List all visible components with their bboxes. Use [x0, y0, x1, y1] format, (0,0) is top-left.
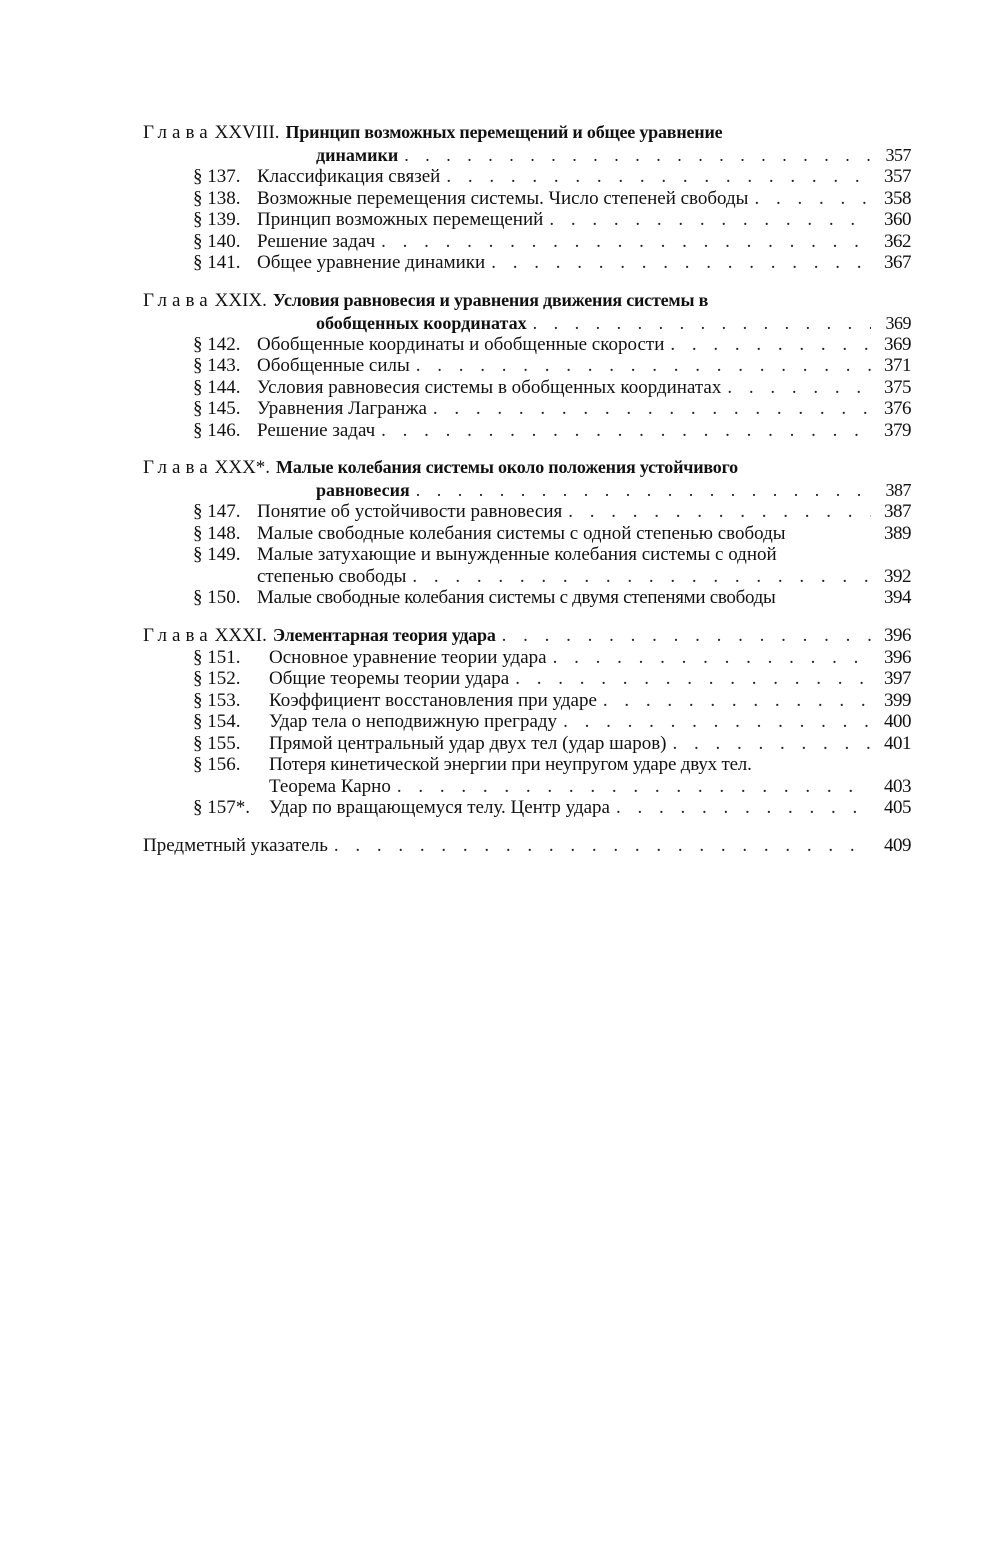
chapter-label: Глава	[143, 457, 213, 478]
subject-index-entry	[143, 834, 911, 857]
dot-leader	[616, 797, 871, 819]
section-entry	[143, 188, 911, 210]
section-entry	[143, 420, 911, 442]
chapter-page: 387	[885, 480, 911, 500]
section-entry	[143, 398, 911, 420]
dot-leader	[670, 334, 871, 356]
section-page: 375	[884, 376, 911, 398]
chapter-29	[143, 289, 911, 442]
chapter-page: 369	[885, 312, 911, 333]
section-title: Возможные перемещения системы. Число степеней свободы	[257, 187, 749, 209]
section-number: § 142.	[193, 333, 241, 355]
section-number: § 150.	[193, 587, 241, 608]
section-title: Условия равновесия системы в обобщенных координатах	[257, 376, 722, 398]
dot-leader	[404, 144, 871, 166]
section-page: 405	[884, 797, 911, 818]
chapter-label: Глава	[143, 122, 213, 143]
dot-leader	[446, 166, 871, 188]
table-of-contents	[143, 121, 911, 857]
dot-leader	[416, 355, 871, 377]
section-entry	[143, 587, 911, 609]
chapter-title-continued: обобщенных координатах	[316, 312, 527, 333]
chapter-number: XXVIII.	[214, 122, 280, 143]
dot-leader	[727, 377, 871, 399]
section-page: 401	[884, 732, 911, 754]
chapter-page: 357	[885, 145, 911, 165]
section-number: § 149.	[193, 544, 241, 565]
section-title: Потеря кинетической энергии при неупругом ударе двух тел.	[269, 754, 752, 775]
section-page: 392	[884, 565, 911, 587]
section-entry	[143, 711, 911, 733]
section-page: 394	[884, 587, 911, 608]
section-title: Основное уравнение теории удара	[269, 646, 547, 668]
dot-leader	[334, 834, 871, 857]
section-title: Общее уравнение динамики	[257, 252, 486, 273]
chapter-title-continued: равновесия	[316, 480, 410, 500]
section-number: § 143.	[193, 355, 241, 376]
section-entry	[143, 501, 911, 523]
chapter-title: Принцип возможных перемещений и общее уравнение	[285, 122, 723, 142]
section-page: 376	[884, 398, 911, 419]
section-number: § 157*.	[193, 797, 250, 818]
dot-leader	[533, 312, 871, 334]
dot-leader	[412, 566, 871, 588]
section-title: Классификация связей	[257, 166, 441, 187]
section-entry-continued	[143, 566, 911, 588]
section-number: § 151.	[193, 646, 241, 668]
dot-leader	[673, 733, 871, 755]
section-title: Малые свободные колебания системы с одной степенью свободы	[257, 522, 786, 544]
section-entry	[143, 355, 911, 377]
section-number: § 156.	[193, 754, 241, 775]
section-title: Понятие об устойчивости равновесия	[257, 501, 563, 522]
section-entry	[143, 166, 911, 188]
dot-leader	[381, 420, 871, 442]
dot-leader	[502, 624, 871, 647]
section-title: Обобщенные силы	[257, 355, 410, 376]
chapter-number: XXIX.	[214, 289, 267, 311]
section-entry	[143, 754, 911, 776]
chapter-30	[143, 456, 911, 609]
section-page: 369	[884, 333, 911, 355]
section-entry	[143, 544, 911, 566]
section-title: Малые затухающие и вынужденные колебания системы с одной	[257, 544, 777, 565]
section-number: § 139.	[193, 209, 241, 230]
section-page: 360	[884, 209, 911, 230]
chapter-28	[143, 121, 911, 274]
section-entry	[143, 377, 911, 399]
dot-leader	[433, 398, 871, 420]
section-page: 371	[884, 355, 911, 376]
section-page: 357	[884, 166, 911, 187]
section-entry	[143, 523, 911, 545]
section-page: 403	[884, 775, 911, 797]
section-number: § 153.	[193, 689, 241, 711]
section-title: Коэффициент восстановления при ударе	[269, 689, 597, 711]
section-entry	[143, 209, 911, 231]
section-number: § 148.	[193, 522, 241, 544]
dot-leader	[563, 711, 871, 733]
section-title: Удар по вращающемуся телу. Центр удара	[269, 797, 610, 818]
section-number: § 138.	[193, 187, 241, 209]
dot-leader	[491, 252, 871, 274]
dot-leader	[754, 188, 871, 210]
section-number: § 155.	[193, 732, 241, 754]
section-page: 387	[884, 501, 911, 522]
section-page: 379	[884, 419, 911, 441]
section-title: Прямой центральный удар двух тел (удар шаров)	[269, 732, 667, 754]
chapter-title-continued: динамики	[316, 145, 399, 165]
section-entry	[143, 668, 911, 690]
section-number: § 145.	[193, 398, 241, 419]
dot-leader	[416, 479, 871, 501]
subject-index-page: 409	[884, 834, 911, 856]
dot-leader	[568, 501, 871, 523]
section-number: § 152.	[193, 668, 241, 689]
section-title: Удар тела о неподвижную преграду	[269, 711, 558, 732]
dot-leader	[515, 668, 871, 690]
chapter-title: Условия равновесия и уравнения движения системы в	[272, 289, 709, 310]
section-title: Принцип возможных перемещений	[257, 209, 544, 230]
section-entry	[143, 647, 911, 669]
section-entry	[143, 797, 911, 819]
section-entry	[143, 252, 911, 274]
section-title-continued: Теорема Карно	[269, 775, 391, 797]
section-entry	[143, 334, 911, 356]
dot-leader	[603, 690, 871, 712]
chapter-number: XXX*.	[214, 457, 271, 478]
section-number: § 141.	[193, 252, 241, 273]
section-page: 399	[884, 689, 911, 711]
section-title: Уравнения Лагранжа	[257, 398, 427, 419]
section-title: Обобщенные координаты и обобщенные скорости	[257, 333, 665, 355]
section-page: 389	[884, 522, 911, 544]
section-entry	[143, 231, 911, 253]
section-title: Решение задач	[257, 230, 376, 252]
chapter-31	[143, 624, 911, 819]
chapter-label: Глава	[143, 624, 213, 646]
section-title: Малые свободные колебания системы с двумя степенями свободы	[257, 587, 776, 608]
section-page: 367	[884, 252, 911, 273]
section-entry-continued	[143, 776, 911, 798]
section-page: 396	[884, 646, 911, 668]
section-number: § 147.	[193, 501, 241, 522]
section-page: 358	[884, 187, 911, 209]
section-page: 397	[884, 668, 911, 689]
section-entry	[143, 733, 911, 755]
section-entry	[143, 690, 911, 712]
section-title-continued: степенью свободы	[257, 565, 407, 587]
chapter-title: Элементарная теория удара	[272, 624, 496, 645]
section-page: 400	[884, 711, 911, 732]
dot-leader	[381, 231, 871, 253]
chapter-number: XXXI.	[214, 624, 267, 646]
section-page: 362	[884, 230, 911, 252]
chapter-page: 396	[884, 624, 911, 646]
dot-leader	[549, 209, 871, 231]
section-number: § 140.	[193, 230, 241, 252]
chapter-title: Малые колебания системы около положения устойчивого	[276, 457, 738, 477]
section-title: Решение задач	[257, 419, 376, 441]
section-title: Общие теоремы теории удара	[269, 668, 510, 689]
section-number: § 144.	[193, 376, 241, 398]
section-number: § 137.	[193, 166, 241, 187]
section-number: § 146.	[193, 419, 241, 441]
dot-leader	[397, 776, 871, 798]
dot-leader	[553, 647, 871, 669]
chapter-label: Глава	[143, 289, 213, 311]
section-number: § 154.	[193, 711, 241, 732]
subject-index-title: Предметный указатель	[143, 834, 328, 856]
